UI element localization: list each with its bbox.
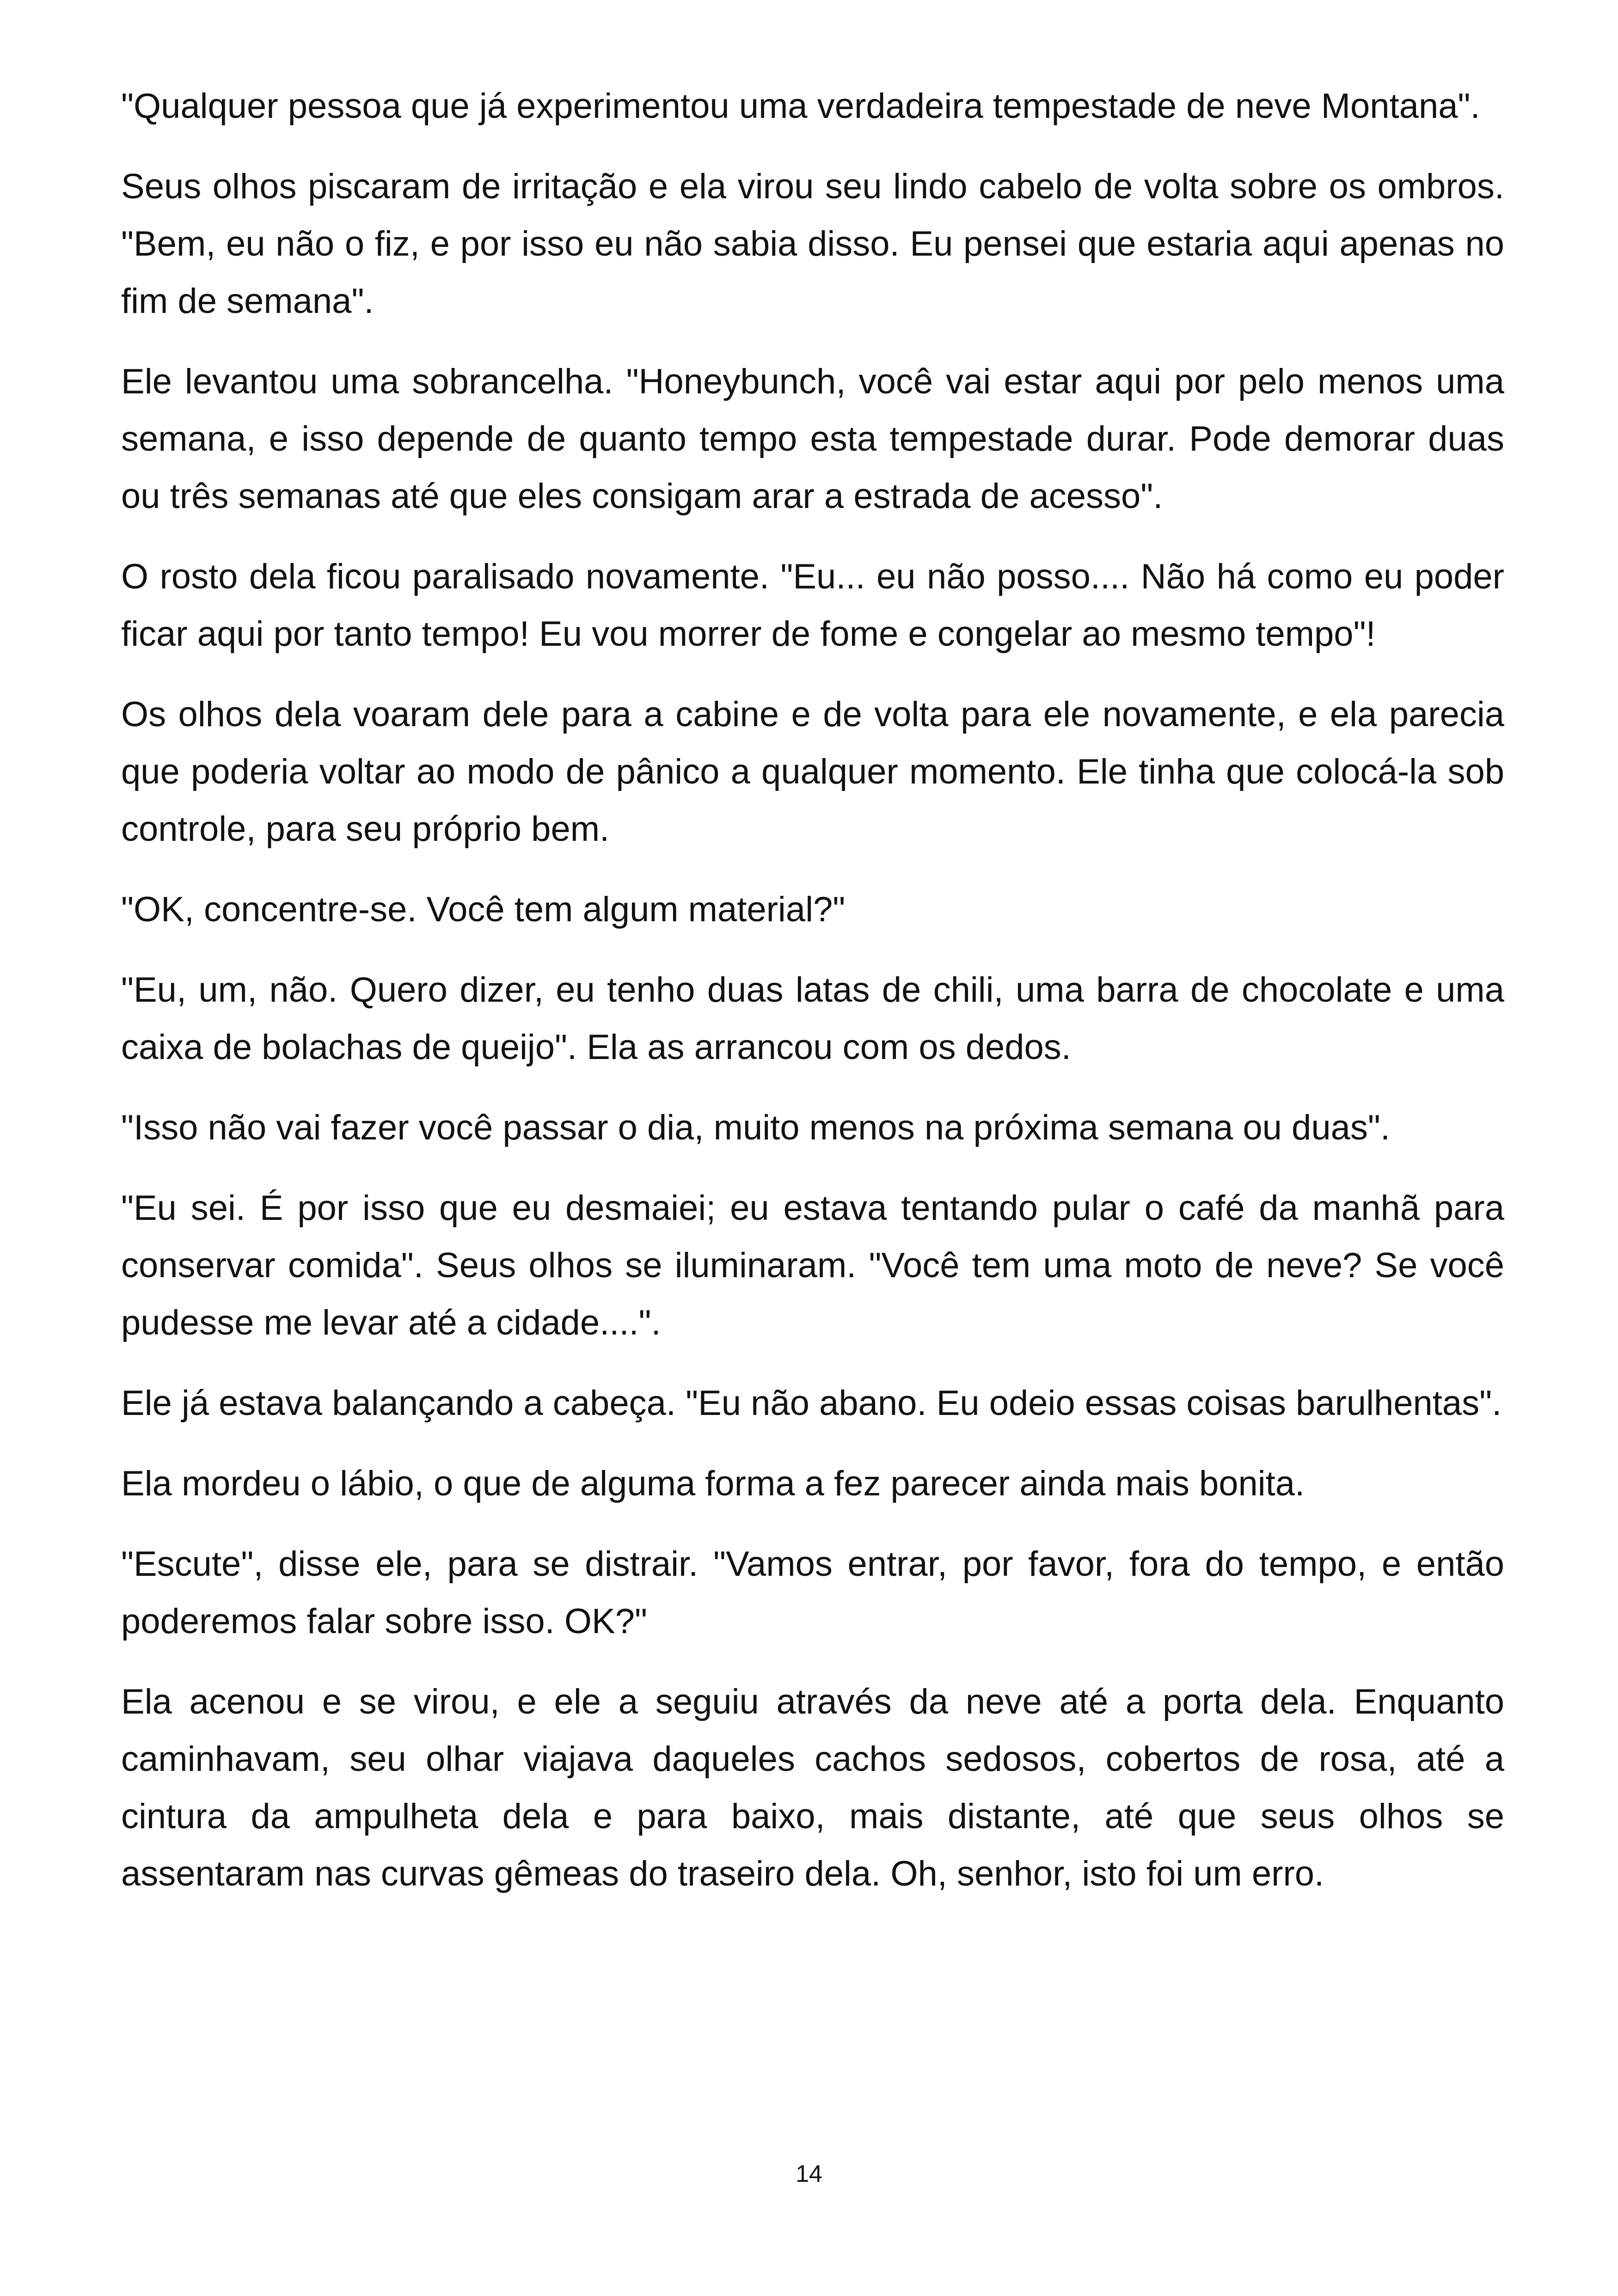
paragraph: Seus olhos piscaram de irritação e ela virou seu lindo cabelo de volta sobre os ombros. "Bem, eu não o fiz, e por isso eu não sabia disso. Eu pensei que estaria aqui apenas no fim de semana".	[121, 167, 1504, 321]
paragraph: "Qualquer pessoa que já experimentou uma verdadeira tempestade de neve Montana".	[121, 86, 1480, 126]
paragraph: "Escute", disse ele, para se distrair. "Vamos entrar, por favor, fora do tempo, e então poderemos falar sobre isso. OK?"	[121, 1544, 1504, 1641]
paragraph: Ela mordeu o lábio, o que de alguma forma a fez parecer ainda mais bonita.	[121, 1464, 1305, 1503]
paragraph: Ela acenou e se virou, e ele a seguiu através da neve até a porta dela. Enquanto caminhavam, seu olhar viajava daqueles cachos sedosos, cobertos de rosa, até a cintura da ampulheta dela e para baixo, mais distante, até que seus olhos se assentaram nas curvas gêmeas do traseiro dela. Oh, senhor, isto foi um erro.	[121, 1682, 1504, 1893]
paragraph: O rosto dela ficou paralisado novamente. "Eu... eu não posso.... Não há como eu poder ficar aqui por tanto tempo! Eu vou morrer de fome e congelar ao mesmo tempo"!	[121, 557, 1504, 654]
paragraph: Ele levantou uma sobrancelha. "Honeybunch, você vai estar aqui por pelo menos uma semana, e isso depende de quanto tempo esta tempestade durar. Pode demorar duas ou três semanas até que eles consigam arar a estrada de acesso".	[121, 362, 1504, 516]
paragraph: "Isso não vai fazer você passar o dia, muito menos na próxima semana ou duas".	[121, 1108, 1390, 1147]
paragraph: "Eu, um, não. Quero dizer, eu tenho duas latas de chili, uma barra de chocolate e uma caixa de bolachas de queijo". Ela as arrancou com os dedos.	[121, 970, 1504, 1067]
paragraph: "OK, concentre-se. Você tem algum material?"	[121, 890, 846, 929]
paragraph: Os olhos dela voaram dele para a cabine e de volta para ele novamente, e ela parecia que poderia voltar ao modo de pânico a qualquer momento. Ele tinha que colocá-la sob controle, para seu próprio bem.	[121, 695, 1504, 849]
paragraph: Ele já estava balançando a cabeça. "Eu não abano. Eu odeio essas coisas barulhentas".	[121, 1384, 1502, 1423]
paragraph: "Eu sei. É por isso que eu desmaiei; eu estava tentando pular o café da manhã para conservar comida". Seus olhos se iluminaram. "Você tem uma moto de neve? Se você pudesse me levar até a cidade....".	[121, 1188, 1504, 1342]
body-text	[121, 78, 1504, 1926]
page-number: 14	[796, 2161, 822, 2187]
